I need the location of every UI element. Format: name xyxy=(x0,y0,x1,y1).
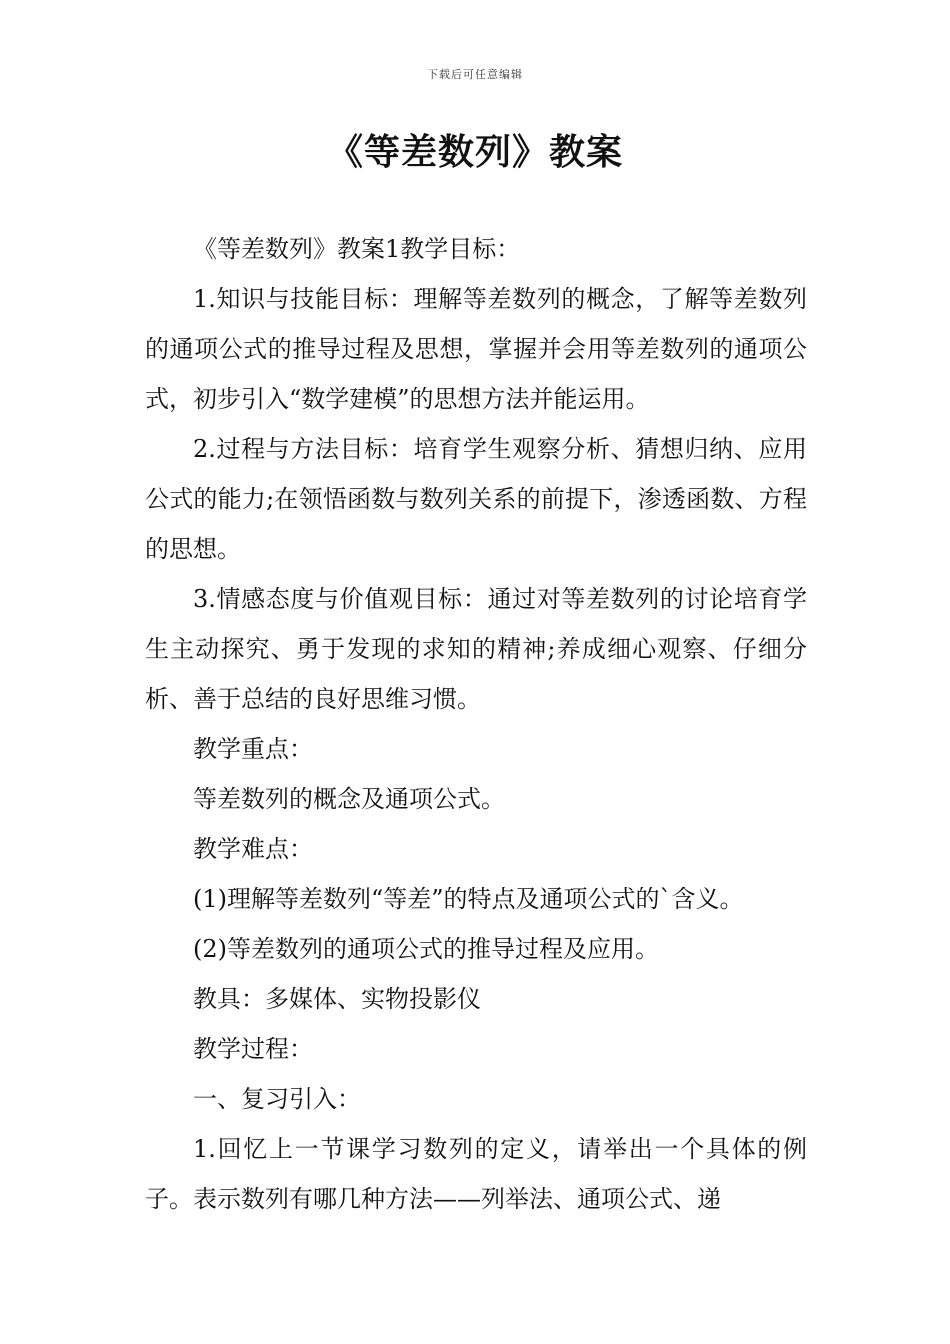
paragraph-objective-2: 2.过程与方法目标：培育学生观察分析、猜想归纳、应用公式的能力;在领悟函数与数列关系的前提下，渗透函数、方程的思想。 xyxy=(145,435,807,563)
paragraph-objective-1: 1.知识与技能目标：理解等差数列的概念，了解等差数列的通项公式的推导过程及思想，掌握并会用等差数列的通项公式，初步引入“数学建模”的思想方法并能运用。 xyxy=(145,285,807,413)
heading-difficulty: 教学难点： xyxy=(193,835,313,863)
paragraph-difficulty-2: (2)等差数列的通项公式的推导过程及应用。 xyxy=(193,935,659,963)
paragraph-key-point: 等差数列的概念及通项公式。 xyxy=(193,785,505,813)
paragraph-teaching-aids: 教具：多媒体、实物投影仪 xyxy=(193,985,481,1013)
heading-teaching-process: 教学过程： xyxy=(193,1035,313,1063)
paragraph-intro: 《等差数列》教案1教学目标： xyxy=(193,235,521,263)
document-body xyxy=(145,224,807,1224)
heading-review: 一、复习引入： xyxy=(193,1085,361,1113)
paragraph-review-1: 1.回忆上一节课学习数列的定义，请举出一个具体的例子。表示数列有哪几种方法——列举法、通项公式、递 xyxy=(145,1135,807,1213)
document-title: 《等差数列》教案 xyxy=(326,132,623,173)
heading-key-point: 教学重点： xyxy=(193,735,313,763)
header-note: 下载后可任意编辑 xyxy=(427,68,523,81)
paragraph-objective-3: 3.情感态度与价值观目标：通过对等差数列的讨论培育学生主动探究、勇于发现的求知的精神;养成细心观察、仔细分析、善于总结的良好思维习惯。 xyxy=(145,585,807,713)
paragraph-difficulty-1: (1)理解等差数列“等差”的特点及通项公式的`含义。 xyxy=(193,885,744,913)
